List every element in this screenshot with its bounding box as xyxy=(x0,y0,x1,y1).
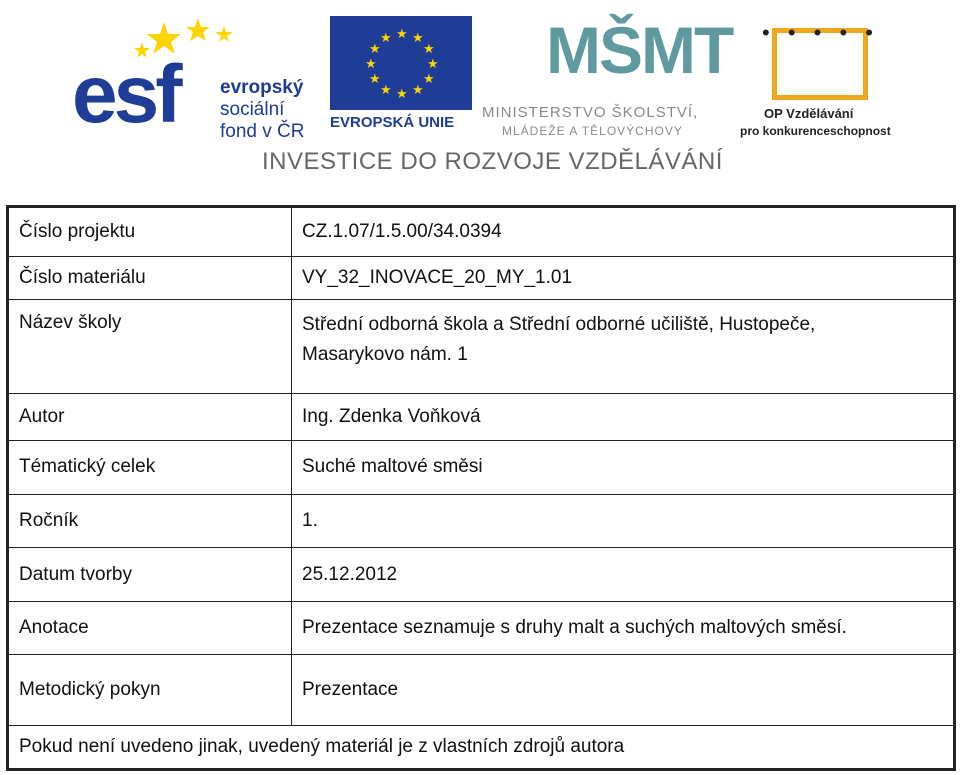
row-value xyxy=(292,300,955,393)
svg-text:★: ★ xyxy=(369,42,381,57)
table-footer-row xyxy=(8,725,955,769)
row-label: Ročník xyxy=(8,494,292,548)
table-row xyxy=(8,548,955,602)
svg-text:★: ★ xyxy=(380,31,392,46)
svg-text:★: ★ xyxy=(380,83,392,98)
investice-banner: INVESTICE DO ROZVOJE VZDĚLÁVÁNÍ xyxy=(262,148,723,175)
table-row xyxy=(8,441,955,495)
row-value: CZ.1.07/1.5.00/34.0394 xyxy=(292,207,955,257)
row-label: Metodický pokyn xyxy=(8,655,292,725)
row-value: 25.12.2012 xyxy=(292,548,955,602)
esf-logo xyxy=(72,16,312,142)
op-dots-icon: • • • • • xyxy=(762,20,879,45)
table-row xyxy=(8,257,955,300)
msmt-line2: MLÁDEŽE A TĚLOVÝCHOVY xyxy=(502,124,683,138)
op-line1: OP Vzdělávání xyxy=(764,106,854,121)
svg-text:★: ★ xyxy=(396,27,408,42)
svg-text:★: ★ xyxy=(396,87,408,102)
esf-letters: esf xyxy=(72,49,179,140)
msmt-line1: MINISTERSTVO ŠKOLSTVÍ, xyxy=(482,104,699,121)
svg-text:★: ★ xyxy=(369,72,381,87)
eu-flag-icon xyxy=(330,16,472,110)
row-value: VY_32_INOVACE_20_MY_1.01 xyxy=(292,257,955,300)
svg-text:★: ★ xyxy=(412,83,424,98)
row-value: Ing. Zdenka Voňková xyxy=(292,393,955,440)
header-logos xyxy=(0,0,960,185)
table-row xyxy=(8,207,955,257)
op-line2: pro konkurenceschopnost xyxy=(740,124,891,138)
svg-text:★: ★ xyxy=(412,31,424,46)
table-row xyxy=(8,494,955,548)
svg-text:★: ★ xyxy=(423,72,435,87)
esf-line3: fond v ČR xyxy=(220,121,305,142)
school-name-line1: Střední odborná škola a Střední odborné učiliště, Hustopeče, xyxy=(302,314,816,336)
row-label: Tématický celek xyxy=(8,441,292,495)
row-label: Autor xyxy=(8,393,292,440)
table-row xyxy=(8,655,955,725)
table-row xyxy=(8,601,955,655)
row-label: Datum tvorby xyxy=(8,548,292,602)
row-value: Suché maltové směsi xyxy=(292,441,955,495)
op-logo xyxy=(738,14,900,142)
row-value: Prezentace seznamuje s druhy malt a suchých maltových směsí. xyxy=(292,601,955,655)
row-value: 1. xyxy=(292,494,955,548)
row-label: Název školy xyxy=(8,300,292,393)
row-label: Číslo projektu xyxy=(8,207,292,257)
project-info-table xyxy=(6,205,956,771)
esf-line1: evropský xyxy=(220,77,304,98)
svg-text:★: ★ xyxy=(423,42,435,57)
source-note: Pokud není uvedeno jinak, uvedený materiál je z vlastních zdrojů autora xyxy=(8,725,955,769)
msmt-logo xyxy=(482,12,732,142)
svg-text:★: ★ xyxy=(365,57,377,72)
row-label: Číslo materiálu xyxy=(8,257,292,300)
eu-logo xyxy=(330,16,472,136)
esf-line2: sociální xyxy=(220,99,285,120)
svg-text:★: ★ xyxy=(427,57,439,72)
school-name-line2: Masarykovo nám. 1 xyxy=(302,344,468,366)
table-row xyxy=(8,393,955,440)
row-value: Prezentace xyxy=(292,655,955,725)
eu-label: EVROPSKÁ UNIE xyxy=(330,114,455,131)
table-row xyxy=(8,300,955,393)
row-label: Anotace xyxy=(8,601,292,655)
msmt-mark: MŠMT xyxy=(546,13,733,87)
